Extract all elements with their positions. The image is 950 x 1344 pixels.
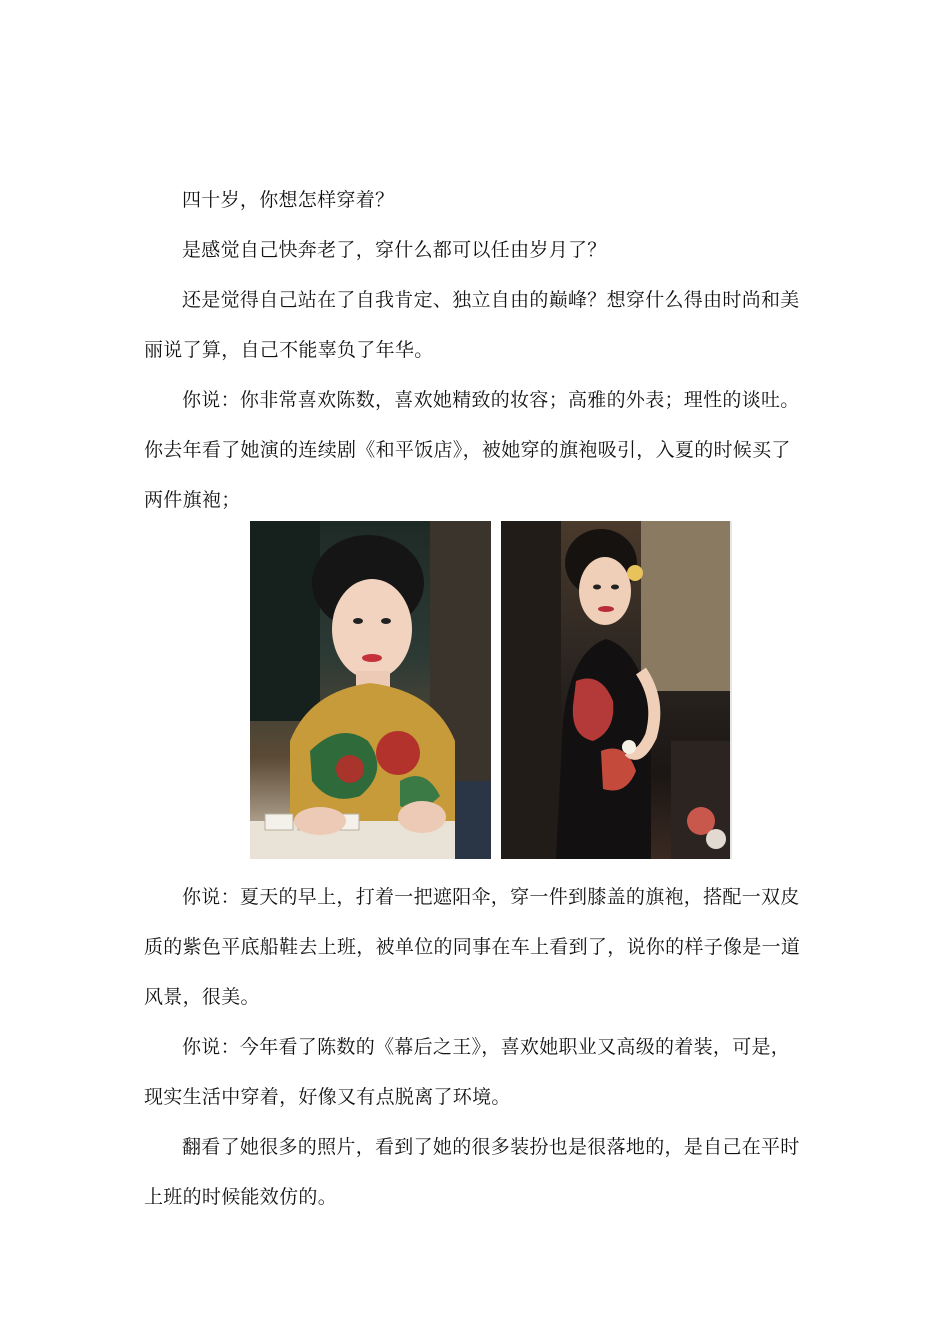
paragraph-4: 你说：你非常喜欢陈数，喜欢她精致的妆容；高雅的外表；理性的谈吐。你去年看了她演的连续剧《和平饭店》，被她穿的旗袍吸引，入夏的时候买了两件旗袍； [144,389,800,511]
paragraph-2: 是感觉自己快奔老了，穿什么都可以任由岁月了？ [182,239,607,261]
photo-pair [250,521,732,863]
paragraph-3: 还是觉得自己站在了自我肯定、独立自由的巅峰？想穿什么得由时尚和美丽说了算，自己不能辜负了年华。 [144,289,800,361]
paragraph-6: 你说：今年看了陈数的《幕后之王》，喜欢她职业又高级的着装，可是，现实生活中穿着，好像又有点脱离了环境。 [144,1036,791,1108]
paragraph-7: 翻看了她很多的照片，看到了她的很多装扮也是很落地的，是自己在平时上班的时候能效仿的。 [144,1136,800,1208]
paragraph-5: 你说：夏天的早上，打着一把遮阳伞，穿一件到膝盖的旗袍，搭配一双皮质的紫色平底船鞋去上班，被单位的同事在车上看到了，说你的样子像是一道风景，很美。 [144,886,801,1008]
photo-right-illustration [501,521,730,859]
paragraph-1: 四十岁，你想怎样穿着？ [182,189,395,211]
photo-right [501,521,732,859]
photo-left-illustration [250,521,491,859]
photo-left [250,521,491,859]
